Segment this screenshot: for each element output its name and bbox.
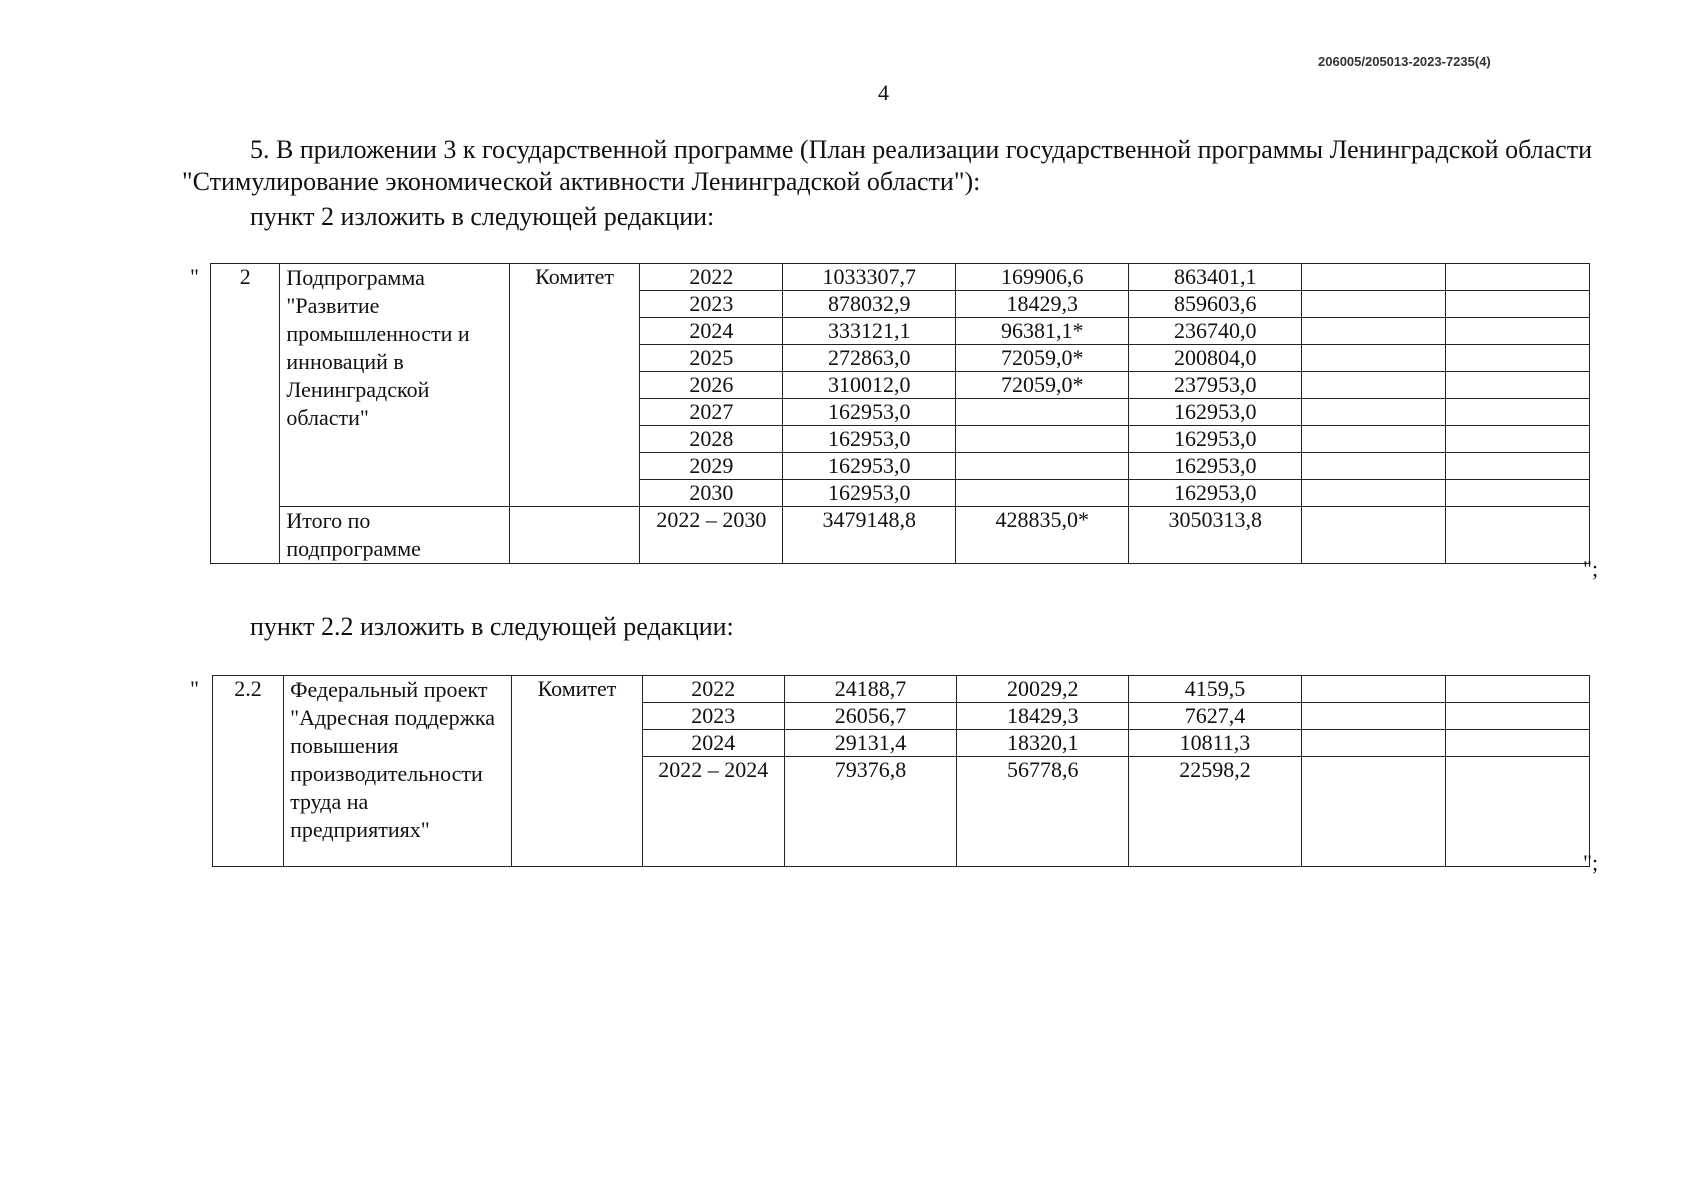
plan-table-point-2-body: [211, 264, 1590, 564]
regional-cell: 10811,3: [1129, 730, 1301, 757]
empty-cell: [1446, 426, 1590, 453]
regional-cell: 200804,0: [1129, 345, 1302, 372]
empty-cell: [1302, 426, 1446, 453]
total-cell: 162953,0: [783, 426, 956, 453]
total-cell: 162953,0: [783, 453, 956, 480]
year-cell: 2024: [640, 318, 783, 345]
year-cell: 2023: [642, 703, 784, 730]
total-cell: 878032,9: [783, 291, 956, 318]
table-row: [213, 676, 1590, 703]
empty-cell: [1446, 264, 1590, 291]
empty-cell: [1446, 291, 1590, 318]
empty-cell: [1302, 291, 1446, 318]
year-cell: 2023: [640, 291, 783, 318]
total-cell: 333121,1: [783, 318, 956, 345]
empty-cell: [1446, 480, 1590, 507]
federal-cell: 18429,3: [957, 703, 1129, 730]
federal-cell: 96381,1*: [956, 318, 1129, 345]
closing-quote: ";: [1583, 556, 1599, 581]
total-cell: 3479148,8: [783, 507, 956, 564]
federal-cell: 428835,0*: [956, 507, 1129, 564]
year-cell: 2027: [640, 399, 783, 426]
item-name: Подпрограмма "Развитие промышленности и инноваций в Ленинградской области": [280, 264, 509, 507]
federal-cell: 72059,0*: [956, 345, 1129, 372]
year-cell: 2022 – 2024: [642, 757, 784, 867]
page-number: 4: [878, 80, 889, 105]
paragraph-5-text: 5. В приложении 3 к государственной программе (План реализации государственной программы Ленинградской области "Стимулирование экономической активности Ленинградской области"):: [182, 135, 1592, 196]
regional-cell: 22598,2: [1129, 757, 1301, 867]
total-label: Итого по подпрограмме: [280, 507, 509, 564]
empty-cell: [1445, 676, 1589, 703]
empty-cell: [1302, 507, 1446, 564]
item-number: 2.2: [213, 676, 284, 867]
empty-cell: [1301, 757, 1445, 867]
federal-cell: [956, 426, 1129, 453]
item-name: Федеральный проект "Адресная поддержка повышения производительности труда на предприятиях": [284, 676, 512, 867]
subparagraph-point-2-2: пункт 2.2 изложить в следующей редакции:: [250, 612, 734, 641]
regional-cell: 162953,0: [1129, 453, 1302, 480]
executor: Комитет: [509, 264, 640, 507]
total-cell: 79376,8: [784, 757, 956, 867]
empty-cell: [1445, 730, 1589, 757]
federal-cell: [956, 399, 1129, 426]
regional-cell: 162953,0: [1129, 480, 1302, 507]
regional-cell: 162953,0: [1129, 399, 1302, 426]
executor: Комитет: [512, 676, 642, 867]
federal-cell: 56778,6: [957, 757, 1129, 867]
total-cell: 24188,7: [784, 676, 956, 703]
year-cell: 2028: [640, 426, 783, 453]
empty-cell: [1446, 345, 1590, 372]
federal-cell: 72059,0*: [956, 372, 1129, 399]
year-cell: 2026: [640, 372, 783, 399]
table-row-total: [211, 507, 1590, 564]
empty-cell: [1302, 264, 1446, 291]
empty-cell: [509, 507, 640, 564]
empty-cell: [1302, 345, 1446, 372]
opening-quote: ": [190, 676, 199, 701]
opening-quote: ": [190, 264, 199, 289]
total-cell: 310012,0: [783, 372, 956, 399]
plan-table-point-2-2: [212, 675, 1590, 867]
federal-cell: 20029,2: [957, 676, 1129, 703]
plan-table-point-2: [210, 263, 1590, 564]
total-cell: 272863,0: [783, 345, 956, 372]
empty-cell: [1446, 399, 1590, 426]
regional-cell: 859603,6: [1129, 291, 1302, 318]
federal-cell: [956, 480, 1129, 507]
item-number: 2: [211, 264, 280, 564]
document-id: 206005/205013-2023-7235(4): [1318, 54, 1491, 69]
empty-cell: [1302, 453, 1446, 480]
closing-quote: ";: [1583, 850, 1599, 875]
total-cell: 162953,0: [783, 480, 956, 507]
empty-cell: [1446, 372, 1590, 399]
regional-cell: 236740,0: [1129, 318, 1302, 345]
empty-cell: [1446, 318, 1590, 345]
empty-cell: [1446, 453, 1590, 480]
total-cell: 26056,7: [784, 703, 956, 730]
plan-table-point-2-2-body: [213, 676, 1590, 867]
empty-cell: [1301, 703, 1445, 730]
year-cell: 2024: [642, 730, 784, 757]
regional-cell: 162953,0: [1129, 426, 1302, 453]
regional-cell: 4159,5: [1129, 676, 1301, 703]
federal-cell: [956, 453, 1129, 480]
empty-cell: [1445, 703, 1589, 730]
federal-cell: 18320,1: [957, 730, 1129, 757]
regional-cell: 3050313,8: [1129, 507, 1302, 564]
federal-cell: 169906,6: [956, 264, 1129, 291]
empty-cell: [1302, 318, 1446, 345]
year-cell: 2022: [642, 676, 784, 703]
year-cell: 2022 – 2030: [640, 507, 783, 564]
federal-cell: 18429,3: [956, 291, 1129, 318]
empty-cell: [1302, 372, 1446, 399]
regional-cell: 863401,1: [1129, 264, 1302, 291]
empty-cell: [1301, 730, 1445, 757]
total-cell: 29131,4: [784, 730, 956, 757]
year-cell: 2025: [640, 345, 783, 372]
empty-cell: [1302, 399, 1446, 426]
empty-cell: [1446, 507, 1590, 564]
subparagraph-point-2: пункт 2 изложить в следующей редакции:: [250, 202, 715, 231]
year-cell: 2022: [640, 264, 783, 291]
year-cell: 2029: [640, 453, 783, 480]
paragraph-5: [182, 134, 1592, 198]
regional-cell: 7627,4: [1129, 703, 1301, 730]
empty-cell: [1445, 757, 1589, 867]
empty-cell: [1302, 480, 1446, 507]
year-cell: 2030: [640, 480, 783, 507]
total-cell: 1033307,7: [783, 264, 956, 291]
empty-cell: [1301, 676, 1445, 703]
total-cell: 162953,0: [783, 399, 956, 426]
regional-cell: 237953,0: [1129, 372, 1302, 399]
table-row: [211, 264, 1590, 291]
